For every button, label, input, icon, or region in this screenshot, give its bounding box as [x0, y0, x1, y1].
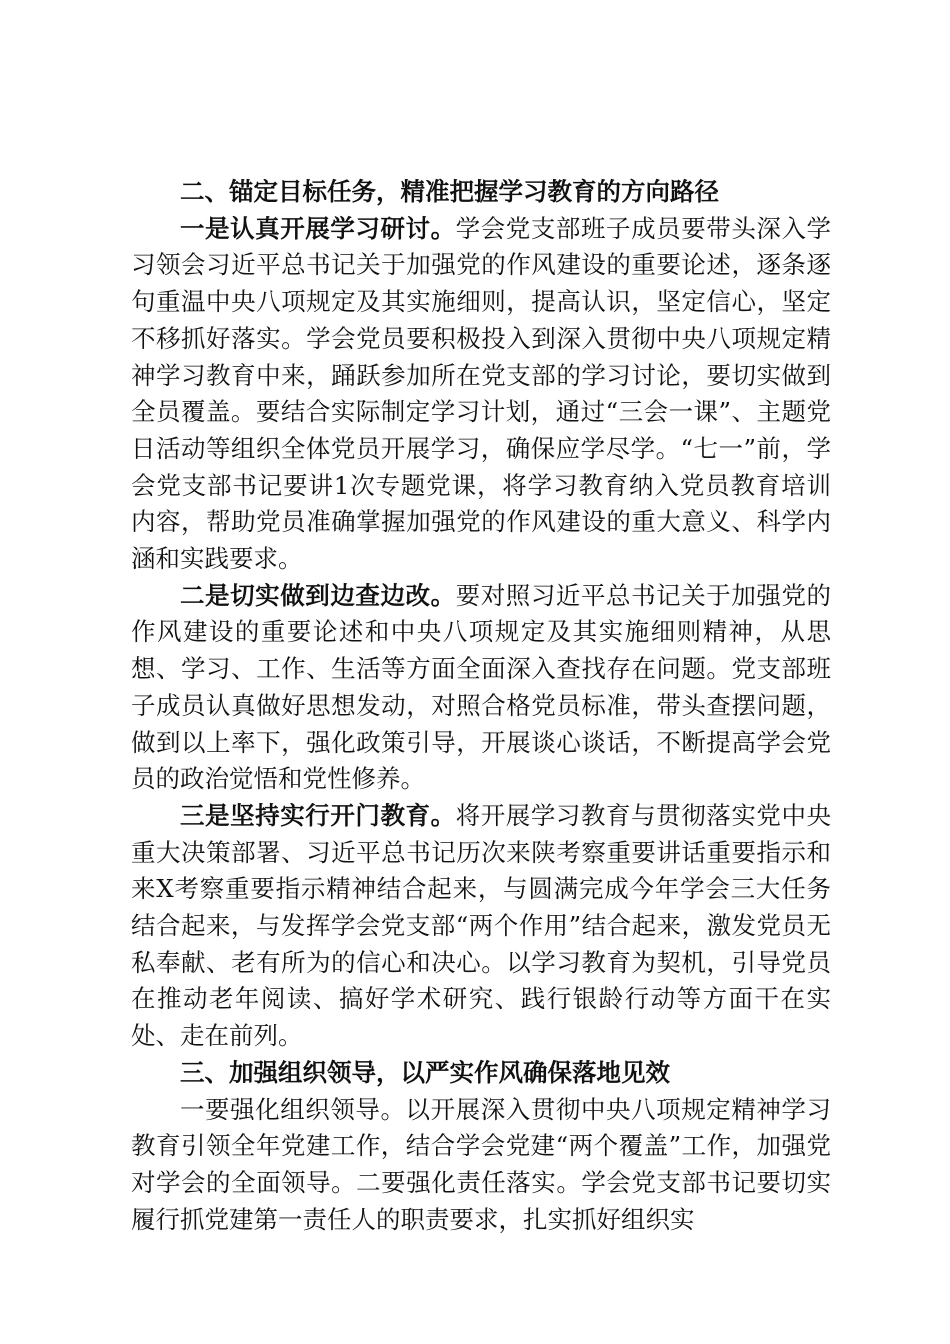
paragraph-lead: 二是切实做到边查边改。: [180, 580, 456, 610]
paragraph-text: 学会党支部班子成员要带头深入学习领会习近平总书记关于加强党的作风建设的重要论述，逐条逐句重温中央八项规定及其实施细则，提高认识，坚定信心，坚定不移抓好落实。学会党员要积极投入到深入贯彻中央八项规定精神学习教育中来，踊跃参加所在党支部的学习讨论，要切实做到全员覆盖。要结合实际制定学习计划，通过“三会一课”、主题党日活动等组织全体党员开展学习，确保应学尽学。“七一”前，学会党支部书记要讲1次专题党课，将学习教育纳入党员教育培训内容，帮助党员准确掌握加强党的作风建设的重大意义、科学内涵和实践要求。: [131, 213, 832, 574]
paragraph-lead: 一是认真开展学习研讨。: [180, 213, 456, 243]
paragraph-study-discussion: [131, 211, 831, 578]
paragraph-text: 要对照习近平总书记关于加强党的作风建设的重要论述和中央八项规定及其实施细则精神，从思想、学习、工作、生活等方面全面深入查找存在问题。党支部班子成员认真做好思想发动，对照合格党员标准，带头查摆问题，做到以上率下，强化政策引导，开展谈心谈话，不断提高学会党员的政治觉悟和党性修养。: [131, 580, 832, 794]
section-heading-2: 二、锚定目标任务，精准把握学习教育的方向路径: [180, 177, 719, 206]
section-heading-3: 三、加强组织领导，以严实作风确保落地见效: [180, 1057, 670, 1087]
document-body: [131, 174, 831, 1238]
paragraph-text: 一要强化组织领导。以开展深入贯彻中央八项规定精神学习教育引领全年党建工作，结合学会党建“两个覆盖”工作，加强党对学会的全面领导。二要强化责任落实。学会党支部书记要切实履行抓党建第一责任人的职责要求，扎实抓好组织实: [131, 1094, 831, 1234]
paragraph-check-and-correct: [131, 578, 831, 798]
paragraph-open-education: [131, 798, 831, 1055]
paragraph-text: 将开展学习教育与贯彻落实党中央重大决策部署、习近平总书记历次来陕考察重要讲话重要指示和来X考察重要指示精神结合起来，与圆满完成今年学会三大任务结合起来，与发挥学会党支部“两个作用”结合起来，激发党员无私奉献、老有所为的信心和决心。以学习教育为契机，引导党员在推动老年阅读、搞好学术研究、践行银龄行动等方面干在实处、走在前列。: [131, 800, 832, 1051]
paragraph-organization-leadership: [131, 1092, 831, 1239]
paragraph-lead: 三是坚持实行开门教育。: [180, 800, 456, 830]
